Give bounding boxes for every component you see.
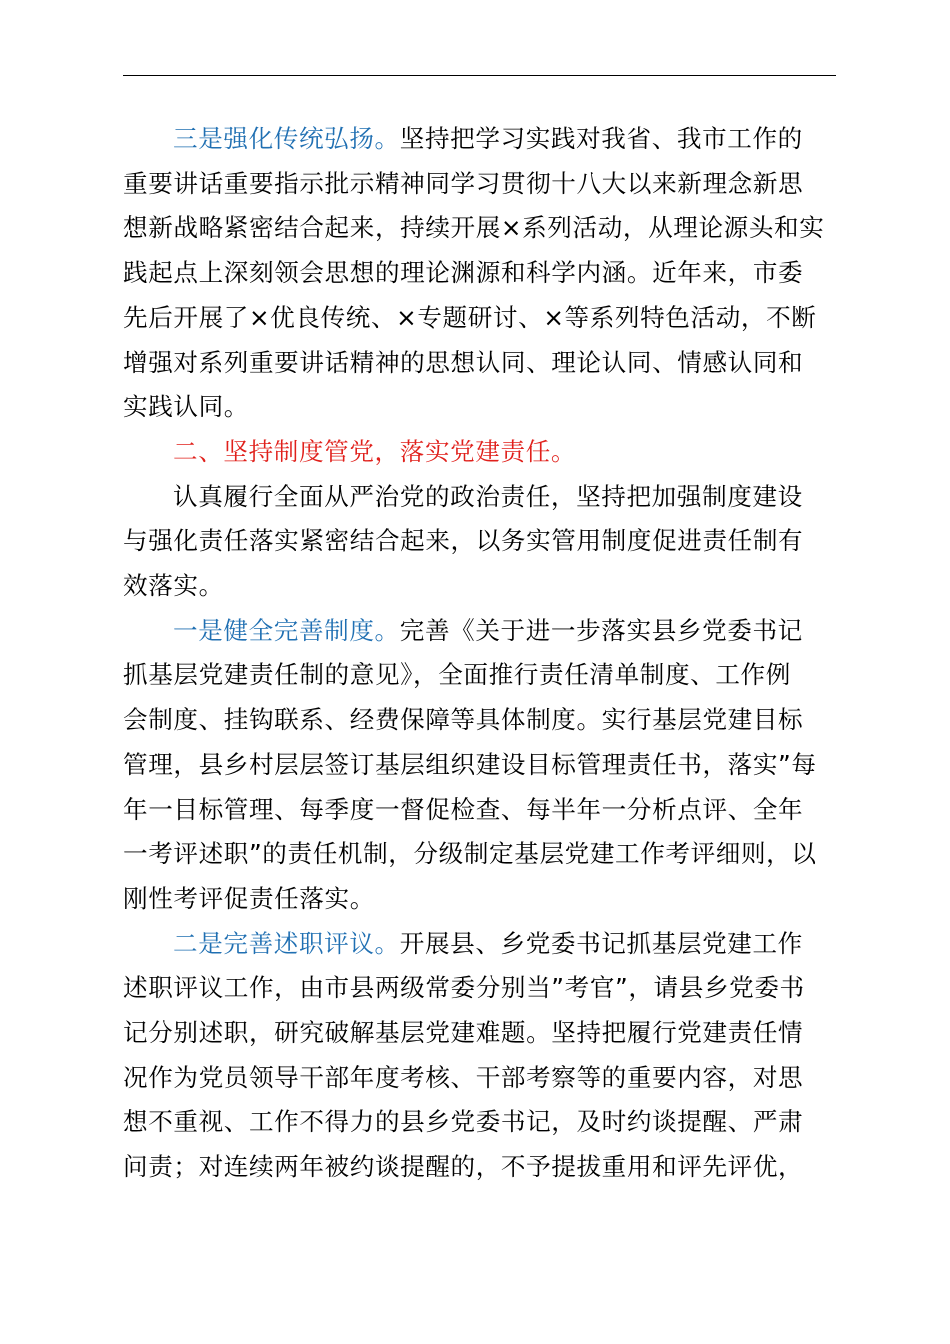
subheading-system: 一是健全完善制度。: [173, 615, 400, 645]
body-line: 重要讲话重要指示批示精神同学习贯彻十八大以来新理念新思: [123, 168, 804, 198]
body-line: 想不重视、工作不得力的县乡党委书记，及时约谈提醒、严肃: [123, 1107, 804, 1137]
section-heading: [123, 430, 836, 475]
body-line: 抓基层党建责任制的意见》，全面推行责任清单制度、工作例: [123, 660, 791, 690]
body-line: 一考评述职”的责任机制，分级制定基层党建工作考评细则，以: [123, 839, 817, 869]
document-body: [123, 117, 836, 1190]
body-line: 实践认同。: [123, 392, 249, 422]
body-text: 开展县、乡党委书记抓基层党建工作: [399, 928, 803, 958]
section-heading-text: 二、坚持制度管党，落实党建责任。: [173, 436, 577, 466]
body-line: 与强化责任落实紧密结合起来，以务实管用制度促进责任制有: [123, 526, 804, 556]
body-line: 增强对系列重要讲话精神的思想认同、理论认同、情感认同和: [123, 347, 804, 377]
subheading-review: 二是完善述职评议。: [173, 928, 400, 958]
paragraph-system: [123, 609, 836, 922]
header-rule: [123, 75, 836, 76]
body-line: 践起点上深刻领会思想的理论渊源和科学内涵。近年来，市委: [123, 258, 804, 288]
body-text: 完善《关于进一步落实县乡党委书记: [399, 615, 803, 645]
body-line: 问责；对连续两年被约谈提醒的，不予提拔重用和评先评优，: [123, 1152, 804, 1182]
paragraph-review: [123, 922, 836, 1190]
paragraph-first-line: [123, 922, 836, 967]
body-line: 况作为党员领导干部年度考核、干部考察等的重要内容，对思: [123, 1062, 804, 1092]
body-line: 刚性考评促责任落实。: [123, 883, 375, 913]
paragraph-first-line: [123, 117, 836, 162]
body-line: 管理，县乡村层层签订基层组织建设目标管理责任书，落实”每: [123, 749, 817, 779]
body-line: 述职评议工作，由市县两级常委分别当”考官”，请县乡党委书: [123, 973, 805, 1003]
subheading-tradition: 三是强化传统弘扬。: [173, 124, 400, 153]
body-line: 效落实。: [123, 571, 224, 601]
body-line: 认真履行全面从严治党的政治责任，坚持把加强制度建设: [173, 481, 803, 511]
body-line: 年一目标管理、每季度一督促检查、每半年一分析点评、全年: [123, 794, 804, 824]
body-line: 记分别述职，研究破解基层党建难题。坚持把履行党建责任情: [123, 1018, 804, 1048]
body-line: 想新战略紧密结合起来，持续开展×系列活动，从理论源头和实: [123, 213, 825, 243]
paragraph-first-line: [123, 609, 836, 654]
body-line: 先后开展了×优良传统、×专题研讨、×等系列特色活动，不断: [123, 302, 817, 332]
body-text: 坚持把学习实践对我省、我市工作的: [399, 124, 803, 153]
paragraph-tradition: [123, 117, 836, 430]
body-line: 会制度、挂钩联系、经费保障等具体制度。实行基层党建目标: [123, 705, 804, 735]
paragraph-intro: [123, 475, 836, 609]
